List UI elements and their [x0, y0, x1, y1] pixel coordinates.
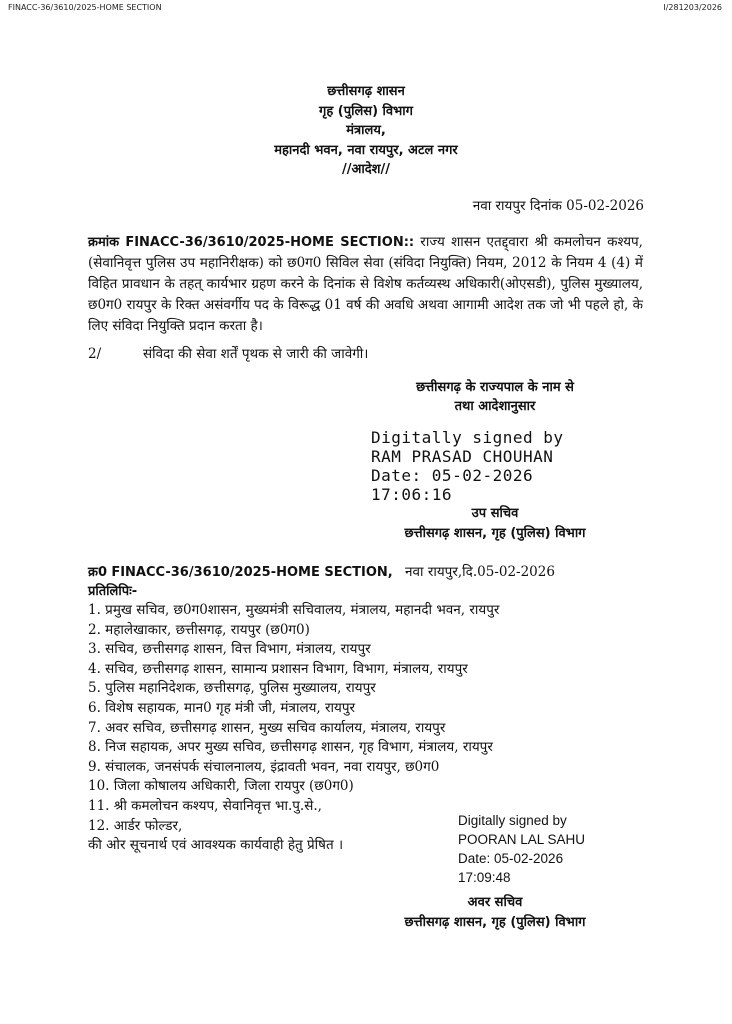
- list-item: 10. जिला कोषालय अधिकारी, जिला रायपुर (छ0ग0): [88, 778, 354, 795]
- letterhead-address: महानदी भवन, नवा रायपुर, अटल नगर: [274, 142, 458, 158]
- list-item: 3. सचिव, छत्तीसगढ़ शासन, वित्त विभाग, मंत्रालय, रायपुर: [88, 641, 371, 658]
- letterhead: [0, 82, 732, 180]
- list-item: 8. निज सहायक, अपर मुख्य सचिव, छत्तीसगढ़ शासन, गृह विभाग, मंत्रालय, रायपुर: [88, 739, 493, 756]
- order-date: नवा रायपुर दिनांक 05-02-2026: [472, 198, 644, 214]
- receipt-number-header: I/281203/2026: [663, 3, 722, 12]
- signer-department: छत्तीसगढ़ शासन, गृह (पुलिस) विभाग: [404, 915, 586, 930]
- copy-date: नवा रायपुर,दि.05-02-2026: [405, 564, 555, 580]
- order-paragraph: [88, 232, 643, 337]
- order-paragraph-2: [88, 344, 643, 362]
- signature-time: 17:09:48: [458, 870, 511, 885]
- letterhead-department: गृह (पुलिस) विभाग: [319, 103, 413, 119]
- digital-signature-2: [458, 811, 585, 887]
- copy-recipient-list: [88, 601, 499, 856]
- governor-line-1: छत्तीसगढ़ के राज्यपाल के नाम से: [416, 380, 574, 395]
- governor-line-2: तथा आदेशानुसार: [454, 399, 536, 414]
- list-item: 11. श्री कमलोचन कश्यप, सेवानिवृत्त भा.पु.से.,: [88, 797, 322, 814]
- letterhead-order-title: //आदेश//: [341, 162, 391, 177]
- paragraph-number: 2/: [88, 346, 102, 362]
- letterhead-ministry: मंत्रालय,: [346, 123, 386, 138]
- file-number-header: FINACC-36/3610/2025-HOME SECTION: [8, 3, 162, 12]
- signature-time: 17:06:16: [371, 485, 453, 504]
- list-item: 4. सचिव, छत्तीसगढ़ शासन, सामान्य प्रशासन विभाग, विभाग, मंत्रालय, रायपुर: [88, 660, 468, 677]
- list-item: 9. संचालक, जनसंपर्क संचालनालय, इंद्रावती भवन, नवा रायपुर, छ0ग0: [88, 758, 440, 775]
- list-item: 5. पुलिस महानिदेशक, छत्तीसगढ़, पुलिस मुख्यालय, रायपुर: [88, 680, 376, 697]
- letterhead-government: छत्तीसगढ़ शासन: [327, 84, 405, 99]
- signature-date: Date: 05-02-2026: [371, 466, 534, 485]
- list-item: 2. महालेखाकार, छत्तीसगढ़, रायपुर (छ0ग0): [88, 621, 310, 638]
- paragraph-2-text: संविदा की सेवा शर्तें पृथक से जारी की जावेगी।: [143, 346, 369, 362]
- order-body: राज्य शासन एतद्द्वारा श्री कमलोचन कश्यप,(सेवानिवृत्त पुलिस उप महानिरीक्षक) को छ0ग0 सिविल सेवा (संविदा नियुक्ति) नियम, 2012 के नियम 4 (4) में विहित प्रावधान के तहत् कार्यभार ग्रहण करने के दिनांक से विशेष कर्तव्यस्थ अधिकारी(ओएसडी), पुलिस मुख्यालय, छ0ग0 रायपुर के रिक्त असंवर्गीय पद के विरूद्ध 01 वर्ष की अवधि अथवा आगामी आदेश तक जो भी पहले हो, के लिए संविदा नियुक्ति प्रदान करता है।: [88, 234, 643, 334]
- signer-name: POORAN LAL SAHU: [458, 832, 586, 847]
- list-item: 7. अवर सचिव, छत्तीसगढ़ शासन, मुख्य सचिव कार्यालय, मंत्रालय, रायपुर: [88, 719, 446, 736]
- copy-reference: FINACC-36/3610/2025-HOME SECTION,: [111, 565, 393, 580]
- copy-header: [88, 563, 555, 601]
- digital-signature-1: [371, 428, 564, 504]
- signer-designation: उप सचिव: [471, 506, 519, 521]
- order-number-label: क्रमांक: [88, 235, 120, 250]
- copy-number-label: क्र0: [88, 565, 108, 580]
- signer-name: RAM PRASAD CHOUHAN: [371, 447, 554, 466]
- list-item: 6. विशेष सहायक, मान0 गृह मंत्री जी, मंत्रालय, रायपुर: [88, 699, 356, 716]
- forwarding-note: की ओर सूचनार्थ एवं आवश्यक कार्यवाही हेतु प्रेषित ।: [88, 837, 344, 854]
- signature-date: Date: 05-02-2026: [458, 851, 564, 866]
- order-reference: FINACC-36/3610/2025-HOME SECTION::: [125, 235, 415, 250]
- signature-label: Digitally signed by: [458, 813, 567, 828]
- signature-label: Digitally signed by: [371, 428, 564, 447]
- list-item: 12. आर्डर फोल्डर,: [88, 817, 183, 834]
- signer-designation: अवर सचिव: [467, 895, 523, 910]
- signer-department: छत्तीसगढ़ शासन, गृह (पुलिस) विभाग: [404, 526, 586, 541]
- list-item: 1. प्रमुख सचिव, छ0ग0शासन, मुख्यमंत्री सचिवालय, मंत्रालय, महानदी भवन, रायपुर: [88, 602, 500, 618]
- copy-label: प्रतिलिपिः-: [88, 584, 138, 599]
